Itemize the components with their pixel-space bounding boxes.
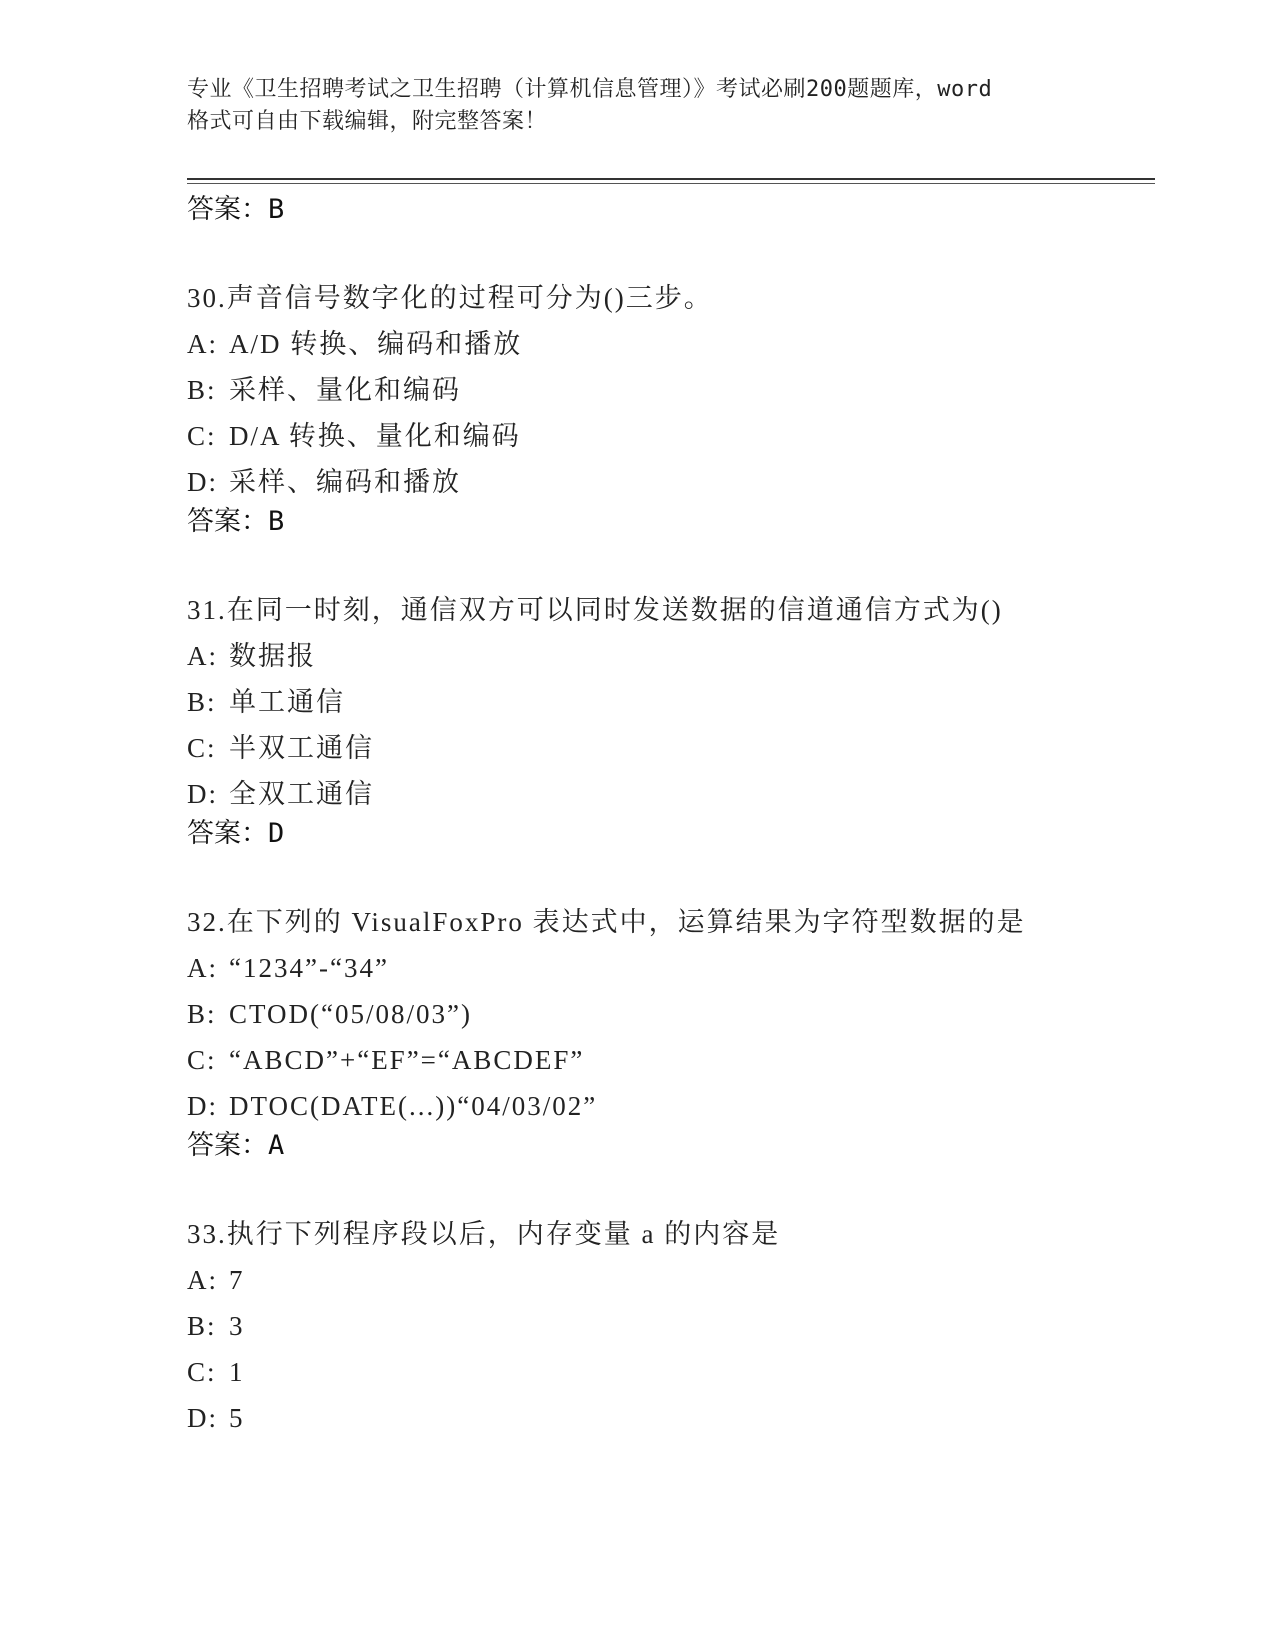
answer-value: B	[268, 506, 285, 537]
question-block	[187, 1211, 1147, 1441]
option-d	[187, 1395, 1147, 1441]
option-key: C:	[187, 733, 217, 763]
option-key: A:	[187, 1265, 218, 1295]
option-key: B:	[187, 1311, 217, 1341]
answer-label: 答案：	[187, 506, 268, 537]
option-d	[187, 1083, 1147, 1129]
option-text: 数据报	[229, 641, 316, 671]
option-c	[187, 725, 1147, 771]
question-block	[187, 587, 1147, 851]
answer-line	[187, 1129, 1147, 1163]
document-body	[187, 193, 1147, 1441]
option-key: C:	[187, 1357, 217, 1387]
option-c	[187, 1037, 1147, 1083]
option-text: 单工通信	[229, 687, 345, 717]
option-text: “ABCD”+“EF”=“ABCDEF”	[229, 1045, 585, 1075]
option-text: A/D 转换、编码和播放	[229, 329, 523, 359]
option-key: B:	[187, 375, 217, 405]
option-key: C:	[187, 421, 217, 451]
option-key: A:	[187, 329, 218, 359]
option-key: D:	[187, 467, 218, 497]
option-c	[187, 413, 1147, 459]
question-stem: 33.执行下列程序段以后，内存变量 a 的内容是	[187, 1219, 781, 1249]
answer-value: D	[268, 818, 285, 849]
answer-value: A	[268, 1130, 285, 1161]
answer-line	[187, 193, 1147, 227]
page-header	[187, 74, 1087, 138]
option-b	[187, 367, 1147, 413]
option-key: A:	[187, 641, 218, 671]
option-text: 3	[229, 1311, 245, 1341]
header-divider	[187, 178, 1155, 180]
option-b	[187, 991, 1147, 1037]
option-key: A:	[187, 953, 218, 983]
answer-value: B	[268, 194, 285, 225]
option-text: 7	[229, 1265, 245, 1295]
option-a	[187, 633, 1147, 679]
answer-label: 答案：	[187, 194, 268, 225]
option-key: D:	[187, 779, 218, 809]
question-stem: 32.在下列的 VisualFoxPro 表达式中，运算结果为字符型数据的是	[187, 907, 1026, 937]
answer-line	[187, 505, 1147, 539]
option-text: 半双工通信	[229, 733, 374, 763]
option-a	[187, 945, 1147, 991]
option-key: C:	[187, 1045, 217, 1075]
option-c	[187, 1349, 1147, 1395]
option-text: 全双工通信	[229, 779, 374, 809]
option-key: B:	[187, 999, 217, 1029]
question-stem: 30.声音信号数字化的过程可分为()三步。	[187, 283, 713, 313]
option-d	[187, 459, 1147, 505]
answer-line	[187, 817, 1147, 851]
option-text: 5	[229, 1403, 245, 1433]
question-block	[187, 275, 1147, 539]
option-text: 采样、量化和编码	[229, 375, 461, 405]
option-text: “1234”-“34”	[229, 953, 389, 983]
option-text: DTOC(DATE(...))“04/03/02”	[229, 1091, 598, 1121]
option-text: CTOD(“05/08/03”)	[229, 999, 472, 1029]
question-block	[187, 899, 1147, 1163]
option-key: D:	[187, 1091, 218, 1121]
option-text: D/A 转换、量化和编码	[229, 421, 521, 451]
option-key: B:	[187, 687, 217, 717]
option-a	[187, 321, 1147, 367]
option-d	[187, 771, 1147, 817]
option-b	[187, 679, 1147, 725]
question-stem: 31.在同一时刻，通信双方可以同时发送数据的信道通信方式为()	[187, 595, 1003, 625]
header-divider-thin	[187, 183, 1155, 184]
option-text: 采样、编码和播放	[229, 467, 461, 497]
answer-label: 答案：	[187, 818, 268, 849]
option-b	[187, 1303, 1147, 1349]
option-text: 1	[229, 1357, 245, 1387]
answer-label: 答案：	[187, 1130, 268, 1161]
option-key: D:	[187, 1403, 218, 1433]
option-a	[187, 1257, 1147, 1303]
header-line-2: 格式可自由下载编辑，附完整答案！	[187, 109, 548, 134]
header-line-1: 专业《卫生招聘考试之卫生招聘（计算机信息管理）》考试必刷200题题库，word	[187, 77, 993, 102]
